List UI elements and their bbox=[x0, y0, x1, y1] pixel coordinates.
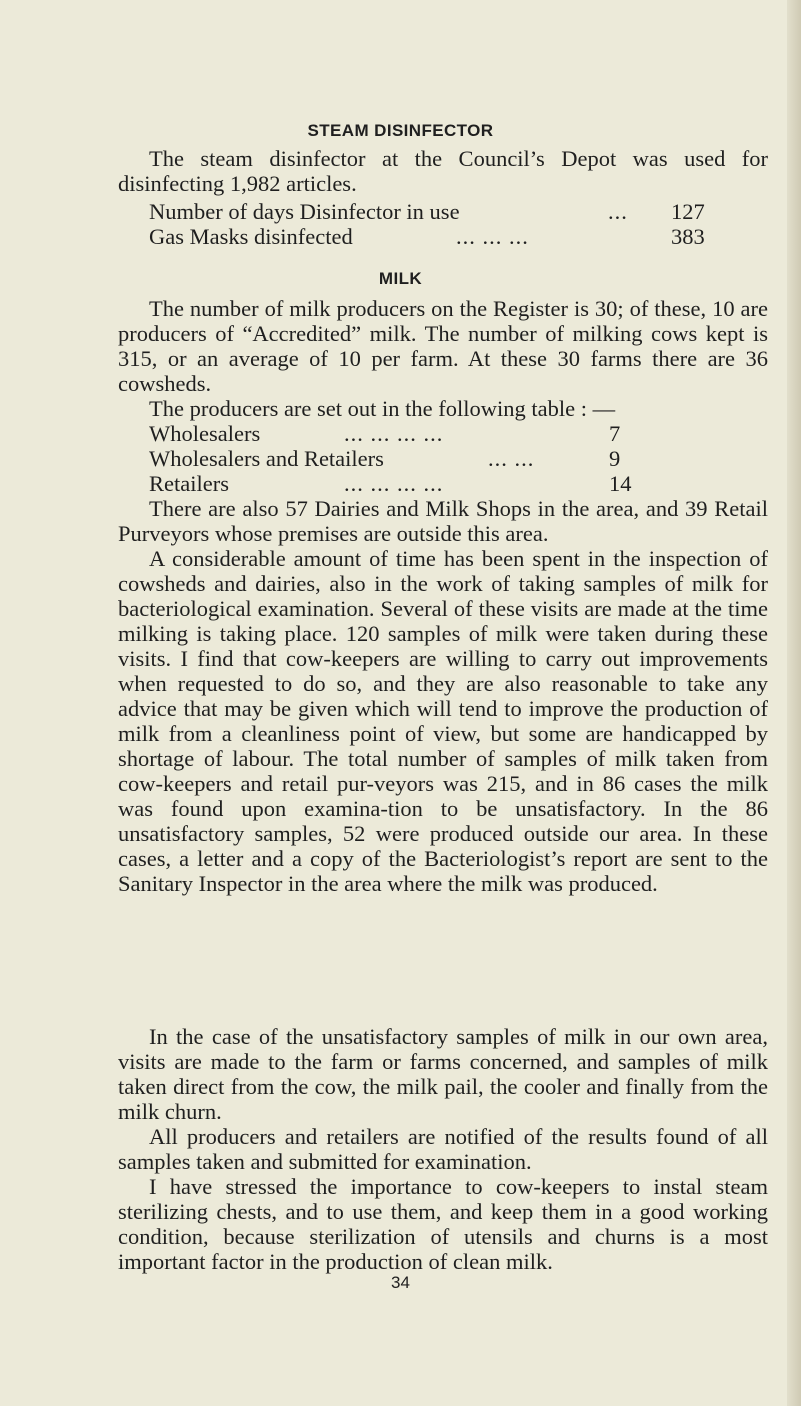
paragraph-text: The producers are set out in the following table : — bbox=[149, 396, 616, 421]
paragraph-text: The number of milk producers on the Register is 30; of these, 10 are producers of “Accredited” milk. The number of milking cows kept is 315, or an average of 10 per farm. At these 30 farms there are 36 cowsheds. bbox=[118, 296, 768, 396]
table-row-wholesalers bbox=[149, 421, 739, 446]
paragraph-inspection bbox=[118, 546, 768, 896]
table-label: Wholesalers and Retailers bbox=[149, 446, 384, 471]
section-heading-milk: MILK bbox=[378, 269, 423, 288]
paragraph-notification bbox=[118, 1124, 768, 1174]
page-number: 34 bbox=[391, 1273, 410, 1292]
dot-leader: ... ... ... ... bbox=[344, 421, 444, 446]
paragraph-steam-intro bbox=[118, 146, 768, 196]
dot-leader: ... ... ... ... bbox=[344, 471, 444, 496]
section-heading-steam-disinfector: STEAM DISINFECTOR bbox=[307, 121, 494, 140]
paragraph-sterilizing bbox=[118, 1174, 768, 1274]
paragraph-text: A considerable amount of time has been spent in the inspection of cowsheds and dairies, also in the work of taking samples of milk for bacteriological examination. Several of these visits are made at the time milking is taking place. 120 samples of milk were taken during these visits. I find that cow-keepers are willing to carry out improvements when requested to do so, and they are also reasonable to take any advice that may be given which will tend to improve the production of milk from a cleanliness point of view, but some are handicapped by shortage of labour. The total number of samples of milk taken from cow-keepers and retail pur-veyors was 215, and in 86 cases the milk was found upon examina-tion to be unsatisfactory. In the 86 unsatisfactory samples, 52 were produced outside our area. In these cases, a letter and a copy of the Bacteriologist’s report are sent to the Sanitary Inspector in the area where the milk was produced. bbox=[118, 546, 768, 896]
stat-value: 383 bbox=[671, 224, 705, 249]
paragraph-text: There are also 57 Dairies and Milk Shops in the area, and 39 Retail Purveyors whose premises are outside this area. bbox=[118, 496, 768, 546]
paragraph-text: In the case of the unsatisfactory samples of milk in our own area, visits are made to the farm or farms concerned, and samples of milk taken direct from the cow, the milk pail, the cooler and finally from the milk churn. bbox=[118, 1024, 768, 1124]
table-label: Wholesalers bbox=[149, 421, 261, 446]
stat-label: Number of days Disinfector in use bbox=[149, 199, 460, 224]
paragraph-unsatisfactory-samples bbox=[118, 1024, 768, 1124]
paragraph-text: The steam disinfector at the Council’s Depot was used for disinfecting 1,982 articles. bbox=[118, 146, 768, 196]
dot-leader: ... bbox=[608, 199, 628, 224]
page-edge bbox=[787, 0, 801, 1406]
paragraph-text: All producers and retailers are notified of the results found of all samples taken and submitted for examination. bbox=[118, 1124, 768, 1174]
table-value: 7 bbox=[609, 421, 621, 446]
table-row-wholesalers-and-retailers bbox=[149, 446, 739, 471]
stat-label: Gas Masks disinfected bbox=[149, 224, 353, 249]
stat-row-gas-masks bbox=[149, 224, 739, 249]
table-value: 9 bbox=[609, 446, 621, 471]
dot-leader: ... ... bbox=[488, 446, 535, 471]
paragraph-milk-producers bbox=[118, 296, 768, 396]
table-row-retailers bbox=[149, 471, 739, 496]
stat-row-days-in-use bbox=[149, 199, 739, 224]
paragraph-dairies bbox=[118, 496, 768, 546]
table-value: 14 bbox=[609, 471, 632, 496]
stat-value: 127 bbox=[671, 199, 705, 224]
table-label: Retailers bbox=[149, 471, 229, 496]
paragraph-table-intro bbox=[118, 396, 768, 421]
paragraph-text: I have stressed the importance to cow-keepers to instal steam sterilizing chests, and to use them, and keep them in a good working condition, because sterilization of utensils and churns is a most important factor in the production of clean milk. bbox=[118, 1174, 768, 1274]
dot-leader: ... ... ... bbox=[456, 224, 529, 249]
